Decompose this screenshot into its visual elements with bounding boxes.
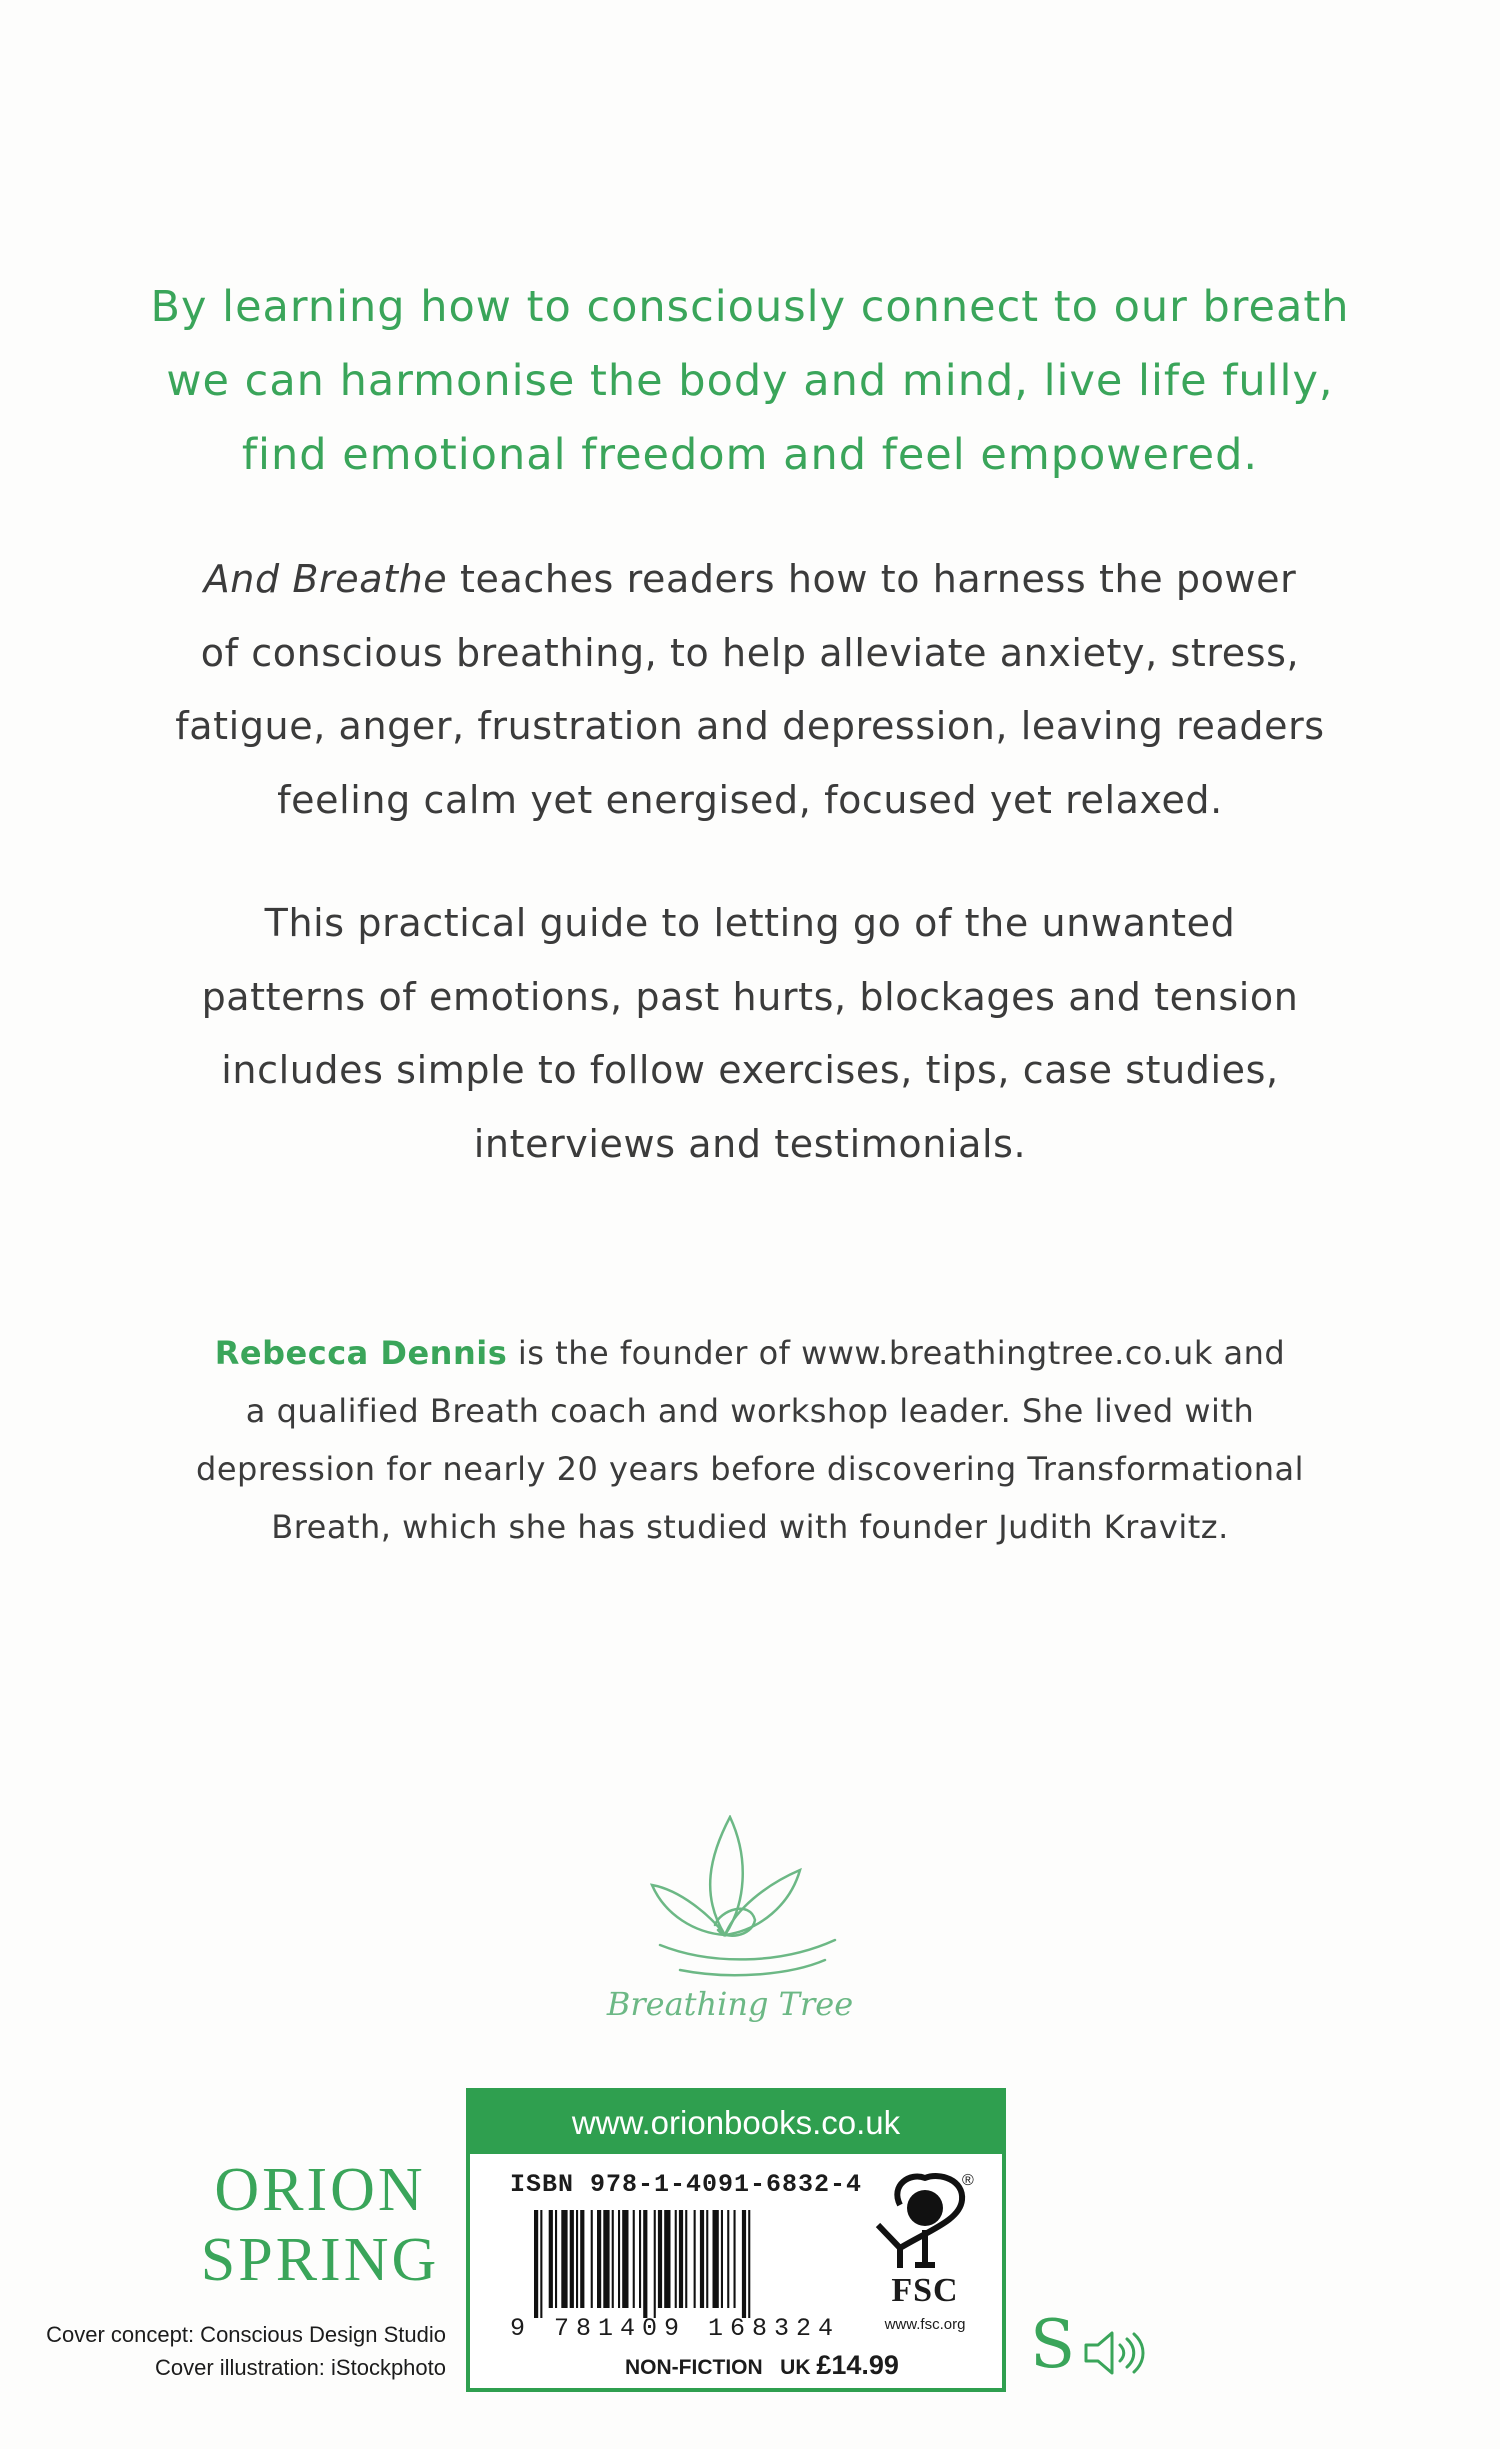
- description-2: [0, 887, 1500, 1181]
- credit-concept: Cover concept: Conscious Design Studio: [46, 2322, 446, 2347]
- lotus-icon: [640, 1815, 850, 1985]
- bio-line: Breath, which she has studied with founder Judith Kravitz.: [271, 1508, 1229, 1546]
- category-label: NON-FICTION: [625, 2356, 763, 2379]
- tagline-line: By learning how to consciously connect to our breath: [150, 282, 1350, 332]
- author-name: Rebecca Dennis: [214, 1334, 508, 1372]
- bio-line: [0, 1324, 1500, 1382]
- barcode-bar: [603, 2210, 609, 2308]
- barcode-bar: [675, 2210, 677, 2308]
- tagline: [0, 270, 1500, 492]
- publisher-line-1: ORION: [214, 2156, 426, 2224]
- tagline-line: we can harmonise the body and mind, live life fully,: [166, 356, 1334, 406]
- barcode-bar: [576, 2210, 578, 2308]
- price-value: £14.99: [816, 2350, 899, 2380]
- breathing-tree-wordmark: Breathing Tree: [606, 1985, 854, 2023]
- description-line: [0, 543, 1500, 617]
- barcode-bar: [580, 2210, 584, 2308]
- description-line: interviews and testimonials.: [473, 1121, 1027, 1166]
- barcode-bar: [549, 2210, 553, 2308]
- publisher-line-2: SPRING: [200, 2226, 440, 2294]
- publisher-url: www.orionbooks.co.uk: [470, 2092, 1002, 2154]
- barcode-bar: [706, 2210, 708, 2308]
- barcode-bar: [597, 2210, 601, 2308]
- fsc-url: www.fsc.org: [884, 2316, 966, 2333]
- description-line: of conscious breathing, to help alleviate anxiety, stress,: [200, 630, 1300, 675]
- barcode-bar: [694, 2210, 696, 2308]
- region-label: UK: [780, 2356, 811, 2379]
- barcode-bar: [643, 2210, 647, 2318]
- barcode-bar: [591, 2210, 593, 2308]
- barcode-bar: [727, 2210, 729, 2308]
- barcode-bar: [713, 2210, 719, 2308]
- barcode-bar: [612, 2210, 614, 2308]
- bio-line: depression for nearly 20 years before discovering Transformational: [196, 1450, 1304, 1488]
- isbn-box: [466, 2088, 1006, 2392]
- price-line: [625, 2350, 899, 2381]
- barcode-bar: [734, 2210, 736, 2308]
- description-line: This practical guide to letting go of the unwanted: [264, 901, 1236, 945]
- barcode-bar: [654, 2210, 656, 2318]
- registered-mark: ®: [962, 2172, 974, 2189]
- bio-text: is the founder of www.breathingtree.co.uk and: [507, 1334, 1286, 1372]
- barcode-bar: [748, 2210, 750, 2318]
- barcode-bar: [618, 2210, 620, 2308]
- description-text: teaches readers how to harness the power: [447, 557, 1297, 601]
- barcode-bar: [622, 2210, 628, 2308]
- barcode-bar: [633, 2210, 635, 2308]
- barcode: [532, 2210, 832, 2320]
- publisher-logo: [185, 2155, 455, 2295]
- description-line: feeling calm yet energised, focused yet relaxed.: [277, 777, 1223, 822]
- barcode-bar: [561, 2210, 567, 2308]
- imprint-s-logo: S: [1030, 2306, 1076, 2383]
- fsc-label: FSC: [891, 2272, 959, 2309]
- bio-line: a qualified Breath coach and workshop leader. She lived with: [245, 1392, 1255, 1430]
- audio-speaker-icon: [1082, 2328, 1152, 2378]
- isbn-number: ISBN 978-1-4091-6832-4: [510, 2170, 863, 2199]
- barcode-bar: [639, 2210, 641, 2308]
- tagline-line: find emotional freedom and feel empowered.: [241, 430, 1259, 480]
- barcode-bar: [721, 2210, 723, 2308]
- author-bio: [0, 1324, 1500, 1556]
- barcode-bar: [664, 2210, 670, 2308]
- description-line: patterns of emotions, past hurts, blockages and tension: [201, 974, 1299, 1019]
- cover-credits: [30, 2318, 446, 2384]
- barcode-bar: [658, 2210, 662, 2308]
- description-line: fatigue, anger, frustration and depression, leaving readers: [175, 704, 1325, 748]
- book-title: And Breathe: [203, 557, 448, 601]
- barcode-bar: [700, 2210, 704, 2308]
- barcode-bar: [534, 2210, 538, 2318]
- barcode-bar: [742, 2210, 746, 2318]
- description-line: includes simple to follow exercises, tips, case studies,: [221, 1048, 1279, 1092]
- barcode-bar: [540, 2210, 542, 2318]
- description: [0, 543, 1500, 837]
- barcode-bar: [685, 2210, 687, 2308]
- barcode-bar: [679, 2210, 683, 2308]
- barcode-digits: 9 781409 168324: [510, 2314, 841, 2343]
- credit-illustration: Cover illustration: iStockphoto: [154, 2355, 446, 2380]
- barcode-bar: [570, 2210, 574, 2308]
- barcode-bar: [555, 2210, 557, 2308]
